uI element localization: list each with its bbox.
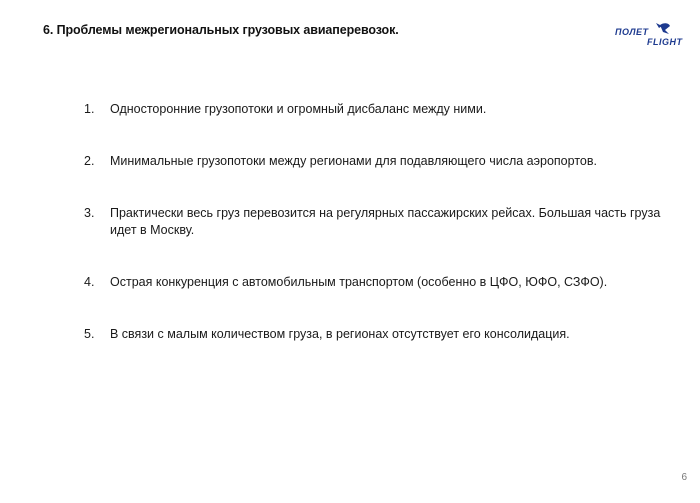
- logo-text-line1: ПОЛЕТ: [615, 27, 649, 37]
- bird-logo-icon: [656, 23, 670, 34]
- list-item: [84, 101, 664, 118]
- list-item-number: 1.: [84, 102, 95, 116]
- logo-text-line2: FLIGHT: [647, 37, 683, 47]
- problems-list: [84, 101, 664, 378]
- list-item-text: Острая конкуренция с автомобильным транспортом (особенно в ЦФО, ЮФО, СЗФО).: [110, 275, 608, 289]
- page-number: 6: [681, 472, 687, 483]
- list-item-text: Односторонние грузопотоки и огромный дисбаланс между ними.: [110, 102, 487, 116]
- list-item: [84, 274, 664, 291]
- list-item-number: 2.: [84, 154, 95, 168]
- list-item-text: Минимальные грузопотоки между регионами для подавляющего числа аэропортов.: [110, 154, 597, 168]
- list-item-number: 5.: [84, 327, 95, 341]
- slide-title: 6. Проблемы межрегиональных грузовых авиаперевозок.: [43, 23, 399, 37]
- list-item-number: 4.: [84, 275, 95, 289]
- list-item: [84, 205, 664, 239]
- list-item: [84, 326, 664, 343]
- list-item-text: В связи с малым количеством груза, в регионах отсутствует его консолидация.: [110, 327, 570, 341]
- company-logo: [612, 22, 698, 48]
- list-item: [84, 153, 664, 170]
- list-item-text: Практически весь груз перевозится на регулярных пассажирских рейсах. Большая часть груза идет в Москву.: [110, 206, 661, 237]
- list-item-number: 3.: [84, 206, 95, 220]
